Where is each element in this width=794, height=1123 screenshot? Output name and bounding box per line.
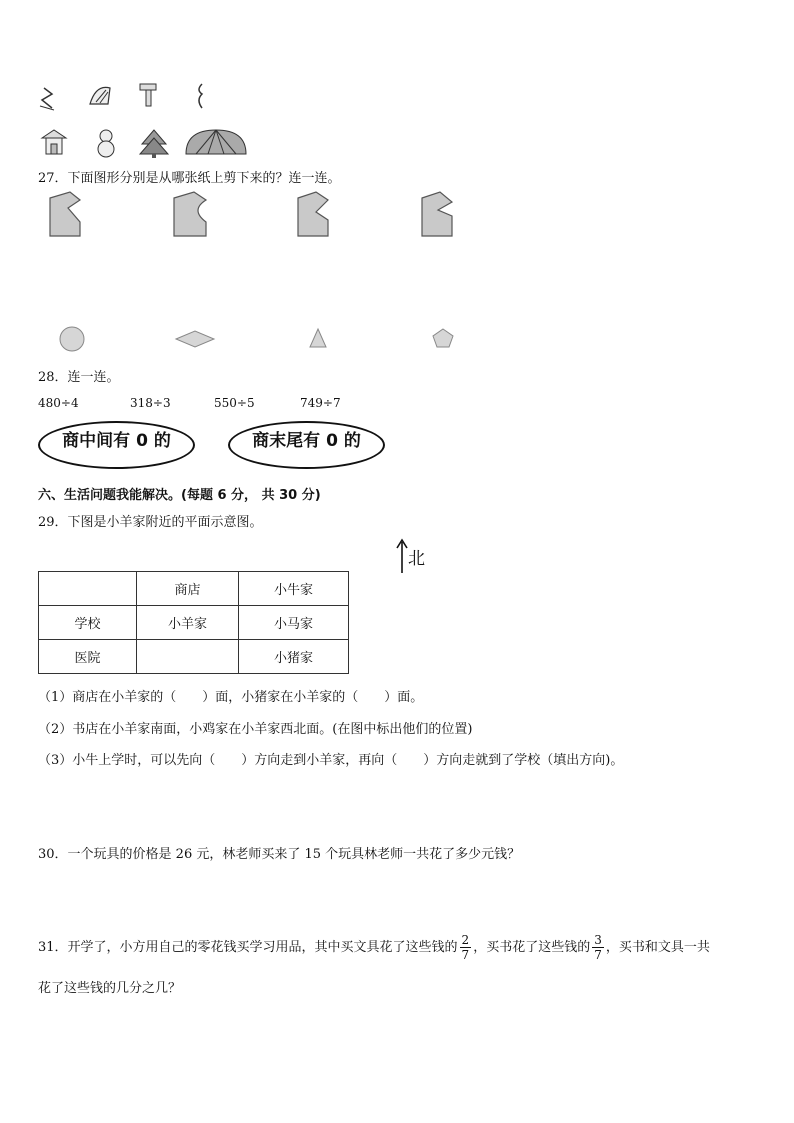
q27-text: 27．下面图形分别是从哪张纸上剪下来的？连一连。 (38, 171, 341, 186)
map-cell: 小马家 (239, 606, 349, 640)
map-cell: 商店 (137, 572, 239, 606)
map-cell: 小牛家 (239, 572, 349, 606)
q26-top-row (36, 78, 226, 118)
q31-line1 (38, 930, 710, 966)
pentagon-shape (433, 329, 453, 347)
q30-text: 30．一个玩具的价格是 26 元，林老师买来了 15 个玩具林老师一共花了多少元钱？ (38, 847, 521, 862)
oval-end-zero: 商末尾有 0 的 (228, 421, 385, 469)
rhombus-shape (176, 331, 214, 347)
q31-part3: ，买书和文具一共 (605, 940, 710, 955)
q29-sub1: （1）商店在小羊家的（ ）面，小猪家在小羊家的（ ）面。 (38, 690, 424, 705)
circle-shape (60, 327, 84, 351)
map-cell: 学校 (39, 606, 137, 640)
folded-paper-icon (422, 192, 452, 236)
expression-1: 480÷4 (38, 396, 79, 410)
fraction-3-7 (592, 933, 604, 962)
q28-text: 28．连一连。 (38, 370, 120, 385)
tree-shape-icon (140, 130, 168, 158)
fraction-2-7 (460, 933, 472, 962)
north-arrow-icon (396, 538, 408, 574)
q27-folded-papers (40, 190, 470, 246)
map-cell: 医院 (39, 640, 137, 674)
snowman-outline-icon (199, 84, 202, 108)
q31-part2: ，买书花了这些钱的 (473, 940, 591, 955)
q31-part1: 31．开学了，小方用自己的零花钱买学习用品，其中买文具花了这些钱的 (38, 940, 458, 955)
q29-text: 29．下图是小羊家附近的平面示意图。 (38, 515, 263, 530)
hammer-shape-icon (140, 84, 156, 106)
q31-line2: 花了这些钱的几分之几？ (38, 981, 182, 996)
expression-3: 550÷5 (214, 396, 255, 410)
fraction-numerator: 2 (461, 933, 470, 947)
folded-paper-icon (174, 192, 206, 236)
q29-sub2: （2）书店在小羊家南面，小鸡家在小羊家西北面。(在图中标出他们的位置) (38, 722, 473, 737)
map-cell: 小猪家 (239, 640, 349, 674)
snowman-shape-icon (98, 130, 114, 157)
q26-bottom-row (38, 126, 248, 160)
fraction-numerator: 3 (594, 933, 602, 947)
section-6-title: 六、生活问题我能解决。(每题 6 分， 共 30 分) (38, 488, 321, 503)
umbrella-piece-icon (90, 87, 110, 104)
house-shape-icon (42, 130, 66, 154)
q27-shapes (50, 325, 470, 355)
neighborhood-map-grid (38, 571, 349, 674)
oval-middle-zero: 商中间有 0 的 (38, 421, 195, 469)
umbrella-shape-icon (186, 130, 246, 154)
fraction-denominator: 7 (594, 948, 602, 962)
lightning-zigzag-icon (40, 88, 54, 110)
fraction-denominator: 7 (461, 948, 470, 962)
map-cell: 小羊家 (137, 606, 239, 640)
triangle-shape (310, 329, 326, 347)
folded-paper-icon (50, 192, 80, 236)
map-cell[interactable] (39, 572, 137, 606)
compass-north-label: 北 (408, 549, 425, 569)
folded-paper-icon (298, 192, 328, 236)
map-cell[interactable] (137, 640, 239, 674)
expression-4: 749÷7 (300, 396, 341, 410)
expression-2: 318÷3 (130, 396, 171, 410)
q29-sub3: （3）小牛上学时，可以先向（ ）方向走到小羊家，再向（ ）方向走就到了学校（填出方向)。 (38, 753, 624, 768)
